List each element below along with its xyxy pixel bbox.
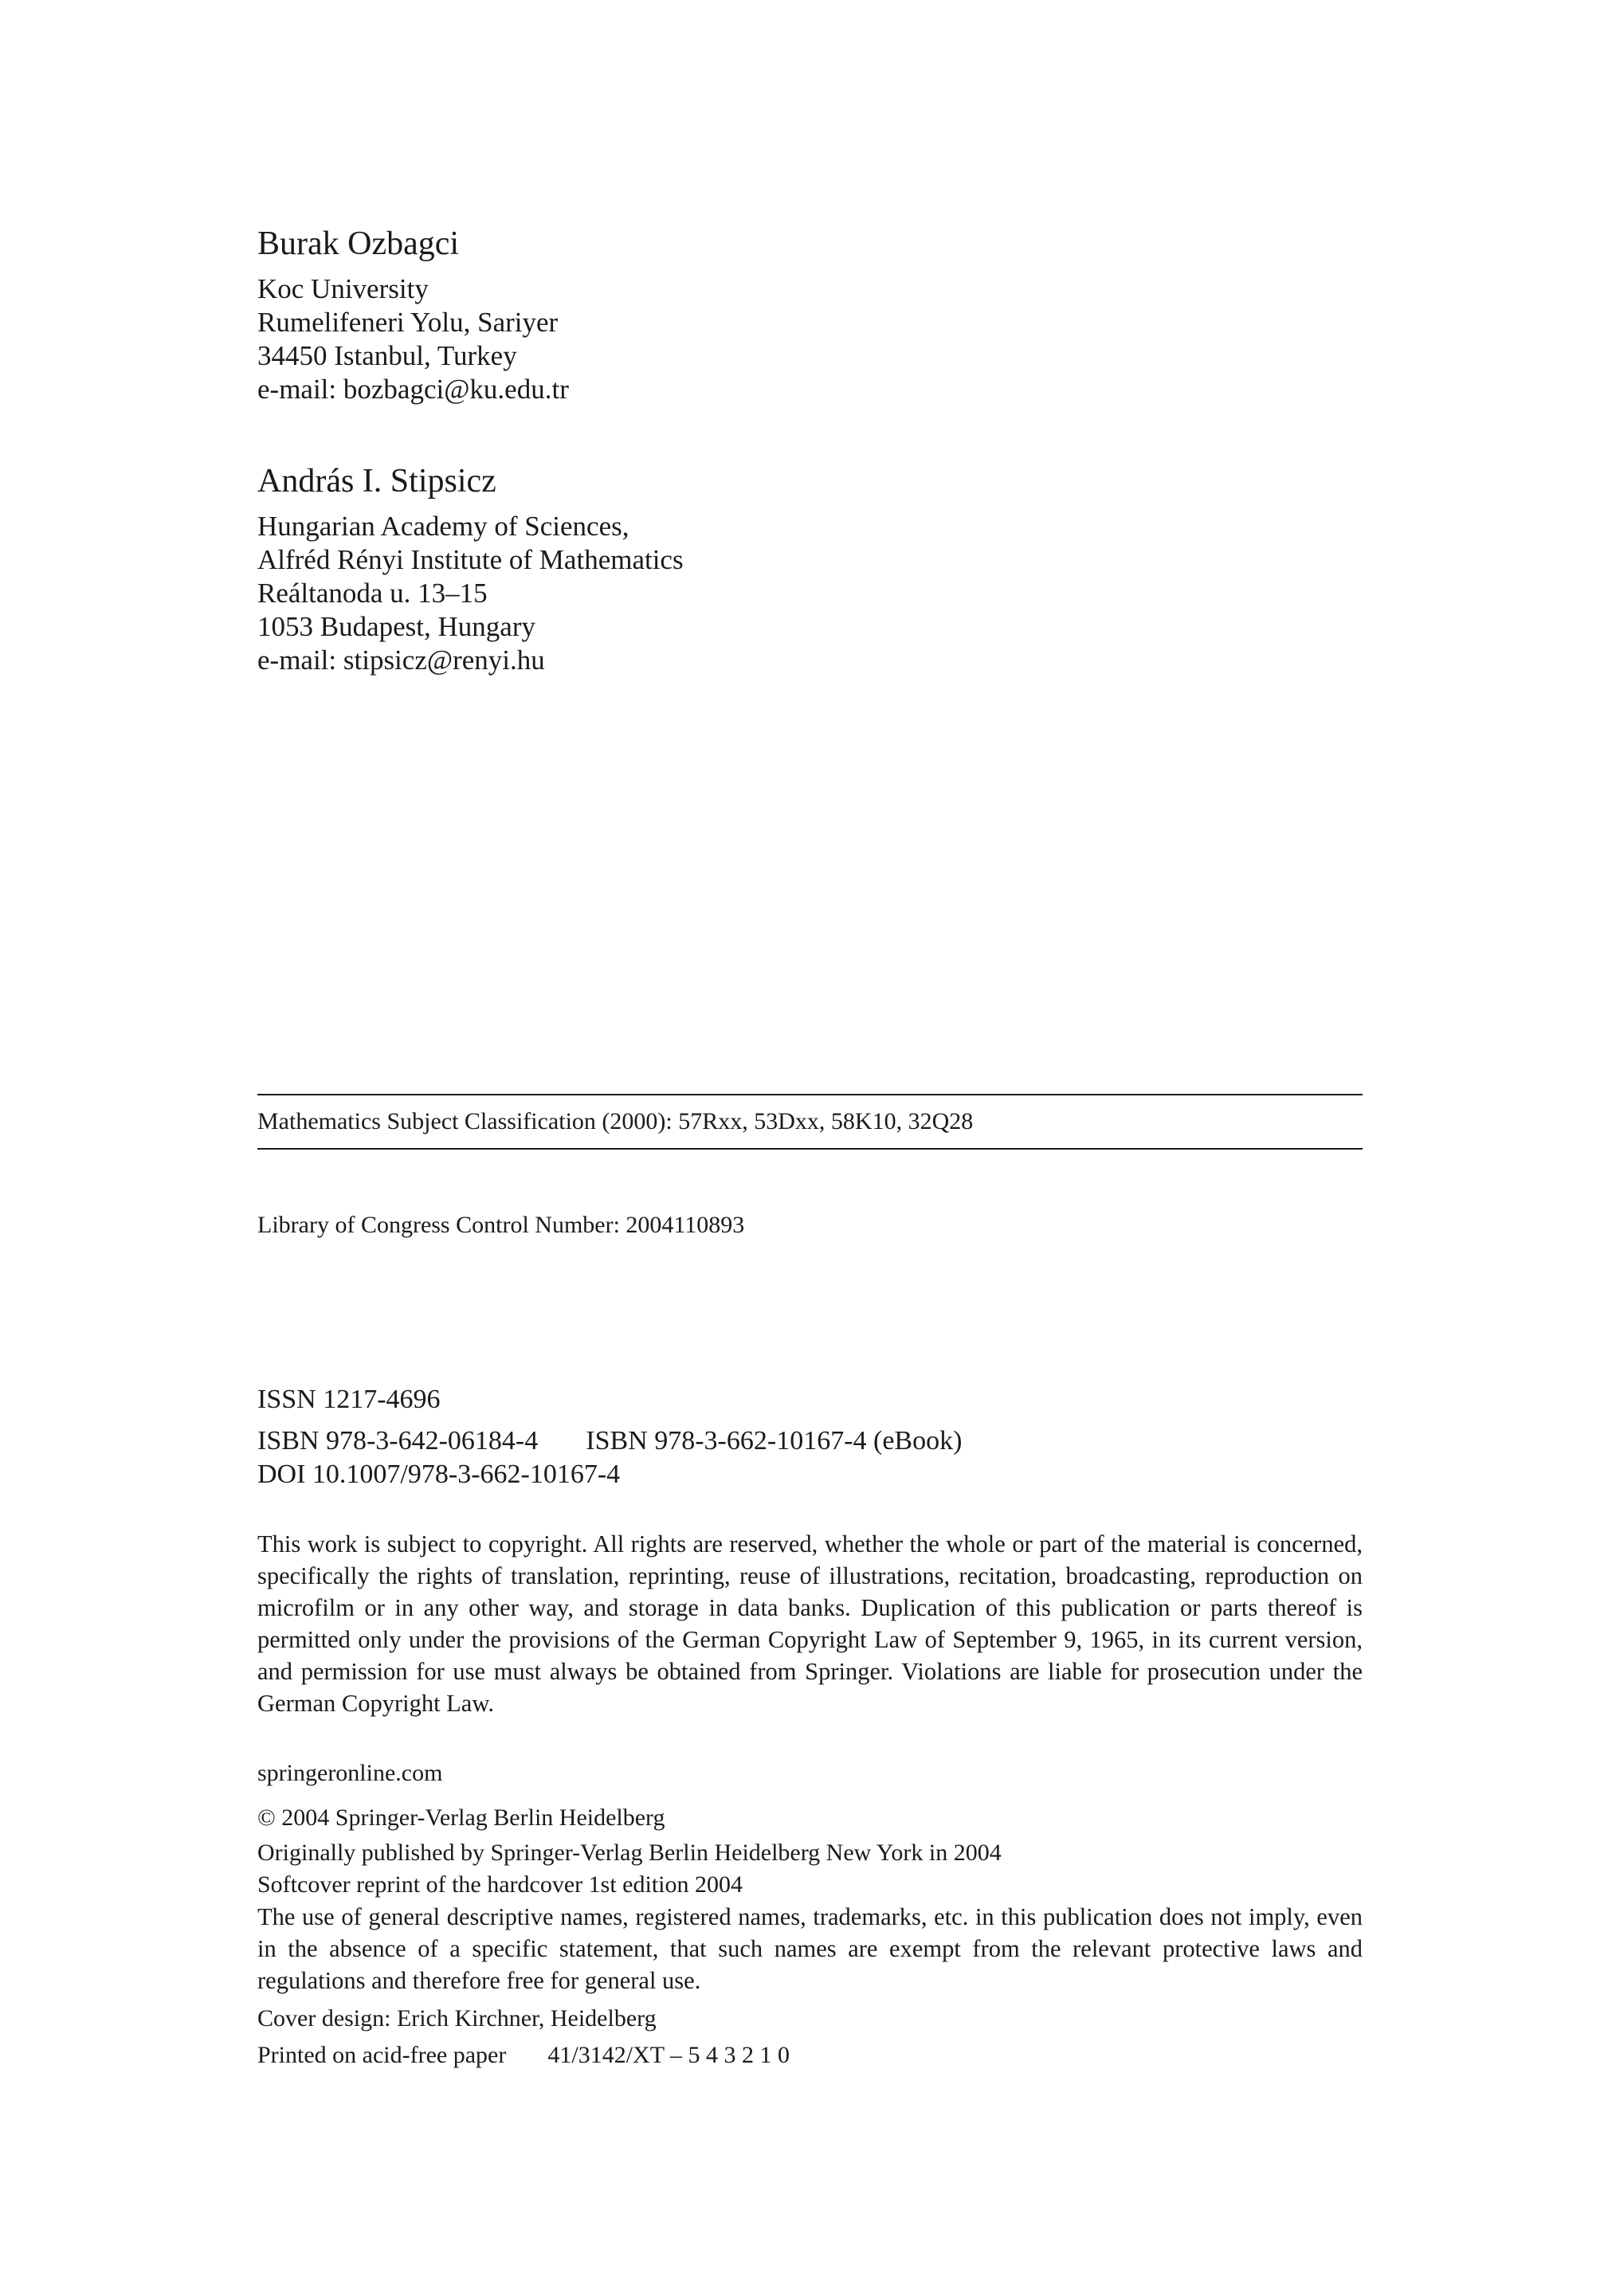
copyright-notice-block bbox=[257, 1528, 1363, 1719]
msc-block bbox=[257, 1106, 1363, 1138]
address-line: 1053 Budapest, Hungary bbox=[257, 611, 535, 642]
address-line: Koc University bbox=[257, 273, 429, 304]
address-line: Reáltanoda u. 13–15 bbox=[257, 578, 488, 609]
copyright-line: © 2004 Springer-Verlag Berlin Heidelberg bbox=[257, 1804, 665, 1831]
printed-on: Printed on acid-free paper bbox=[257, 2042, 507, 2068]
website: springeronline.com bbox=[257, 1760, 443, 1786]
address-line: Alfréd Rényi Institute of Mathematics bbox=[257, 544, 684, 575]
trademark-notice: The use of general descriptive names, registered names, trademarks, etc. in this publication does not imply, even in the absence of a specific statement, that such names are exempt from the relevant protective laws and regulations and therefore free for general use. bbox=[257, 1903, 1363, 1994]
website-block bbox=[257, 1757, 1363, 1789]
subject-classification: Mathematics Subject Classification (2000): 57Rxx, 53Dxx, 58K10, 32Q28 bbox=[257, 1108, 974, 1134]
identifiers-block bbox=[257, 1383, 1363, 1491]
email-line: e-mail: stipsicz@renyi.hu bbox=[257, 645, 545, 676]
isbn-ebook: ISBN 978-3-662-10167-4 (eBook) bbox=[586, 1426, 963, 1456]
bottom-rule bbox=[257, 1148, 1363, 1150]
author-block-1 bbox=[257, 223, 1363, 406]
softcover-reprint: Softcover reprint of the hardcover 1st edition 2004 bbox=[257, 1871, 743, 1898]
copyright-notice: This work is subject to copyright. All rights are reserved, whether the whole or part of the material is concerned, specifically the rights of translation, reprinting, reuse of illustrations, recitation, broadcasting, reproduction on microfilm or in any other way, and storage in data banks. Duplication of this publication or parts thereof is permitted only under the provisions of the German Copyright Law of September 9, 1965, in its current version, and permission for use must always be obtained from Springer. Violations are liable for prosecution under the German Copyright Law. bbox=[257, 1530, 1363, 1717]
print-code: 41/3142/XT – 5 4 3 2 1 0 bbox=[547, 2042, 790, 2068]
address-line: 34450 Istanbul, Turkey bbox=[257, 340, 517, 371]
library-of-congress-number: Library of Congress Control Number: 2004110893 bbox=[257, 1212, 745, 1238]
email-line: e-mail: bozbagci@ku.edu.tr bbox=[257, 374, 569, 405]
originally-published: Originally published by Springer-Verlag Berlin Heidelberg New York in 2004 bbox=[257, 1840, 1002, 1866]
isbn-print: ISBN 978-3-642-06184-4 bbox=[257, 1426, 539, 1456]
cover-design: Cover design: Erich Kirchner, Heidelberg bbox=[257, 2005, 657, 2032]
author-name: András I. Stipsicz bbox=[257, 463, 496, 500]
author-name: Burak Ozbagci bbox=[257, 225, 460, 262]
issn: ISSN 1217-4696 bbox=[257, 1385, 441, 1414]
printed-on-row bbox=[257, 2039, 1363, 2071]
lccn-block bbox=[257, 1209, 1363, 1241]
address-line: Rumelifeneri Yolu, Sariyer bbox=[257, 307, 559, 338]
isbn-row bbox=[257, 1424, 1363, 1458]
publisher-block bbox=[257, 1802, 1363, 2071]
address-line: Hungarian Academy of Sciences, bbox=[257, 511, 629, 542]
author-block-2 bbox=[257, 460, 1363, 677]
doi: DOI 10.1007/978-3-662-10167-4 bbox=[257, 1459, 621, 1489]
top-rule bbox=[257, 1094, 1363, 1095]
